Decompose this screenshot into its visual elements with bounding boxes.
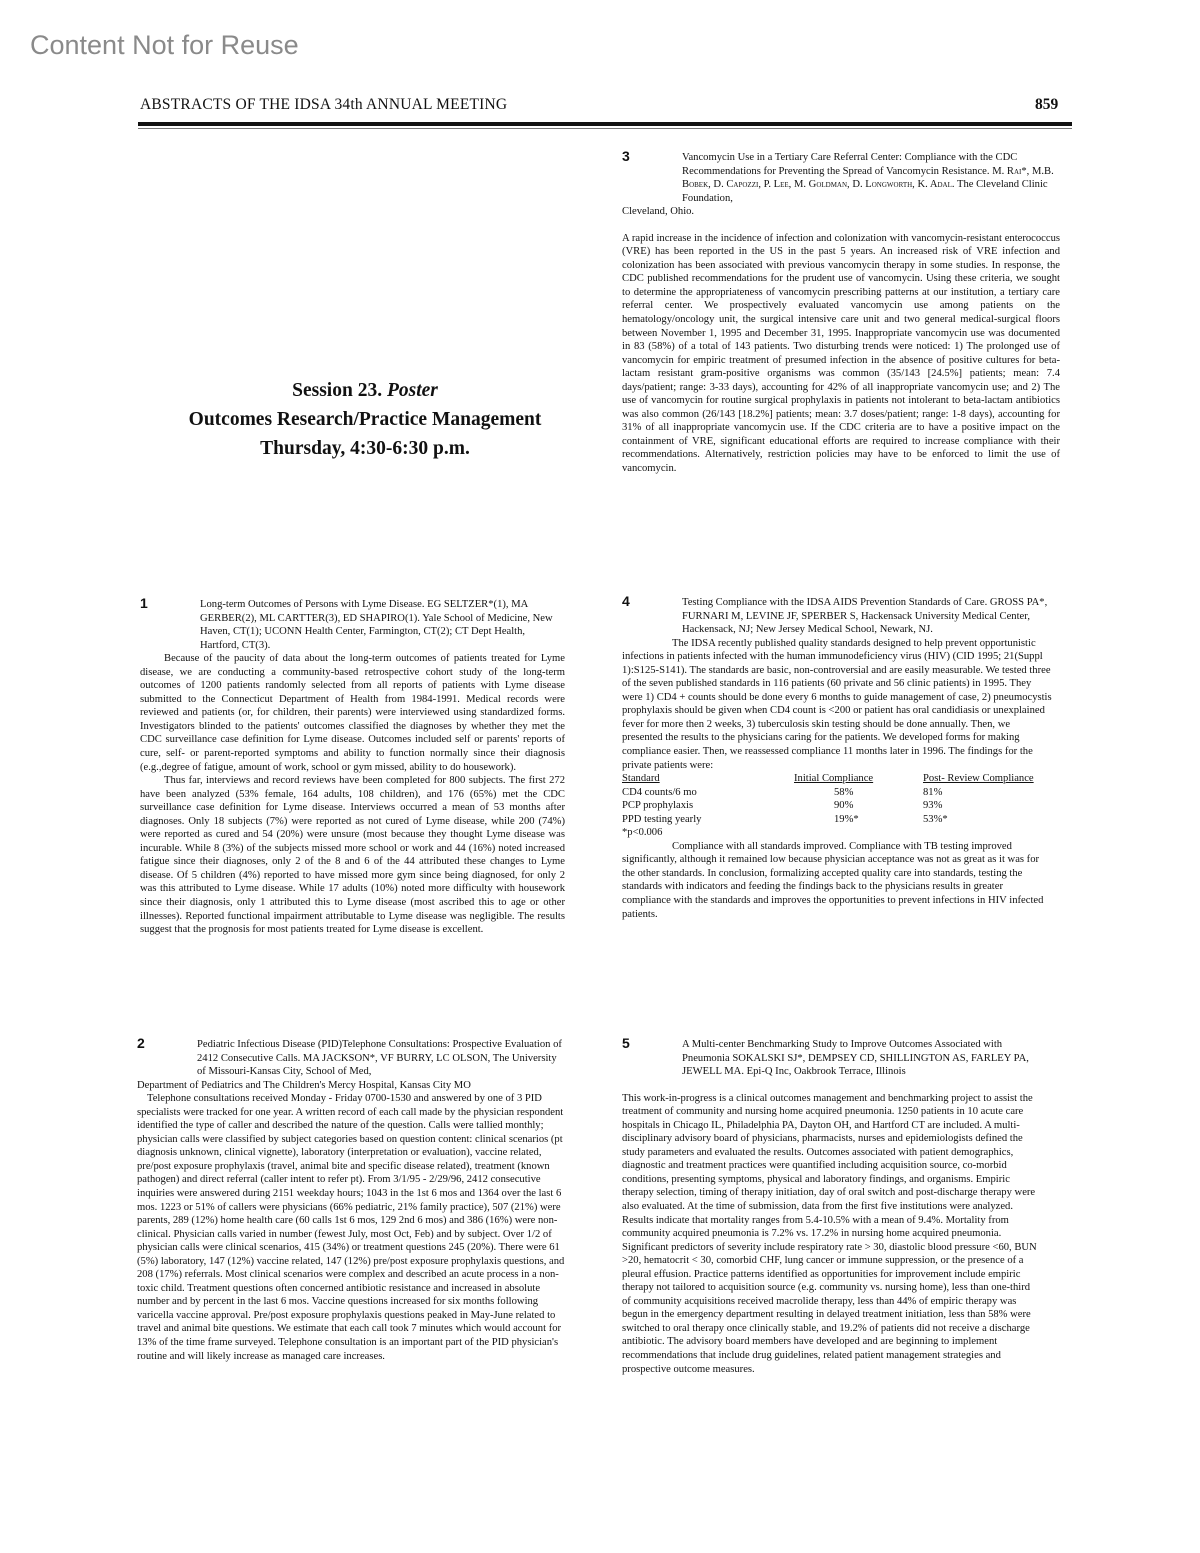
page-number: 859	[1035, 96, 1059, 113]
running-header: ABSTRACTS OF THE IDSA 34th ANNUAL MEETING	[140, 96, 508, 113]
abstract-2	[137, 1035, 565, 1363]
table-cell: 81%	[923, 786, 943, 798]
abstract-number: 5	[622, 1035, 630, 1051]
watermark: Content Not for Reuse	[30, 30, 299, 60]
abstract-title: Vancomycin Use in a Tertiary Care Referral Center: Compliance with the CDC Recommendations for Preventing the Spread of Vancomycin Resistance.	[682, 152, 1018, 177]
abstract-5	[622, 1035, 1037, 1376]
table-row	[622, 799, 1052, 813]
abstract-location: Cleveland, Ohio.	[622, 206, 695, 218]
abstract-paragraph: Compliance with all standards improved. Compliance with TB testing improved significantly, although it remained low because physician acceptance was not as great as it was for the other standards. In conclusion, formalizing accepted quality care into standards, testing the standards with indicators and feeding the findings back to the physicians results in greater compliance with the standards and improves the opportunities to prevent infections in HIV infected patients.	[622, 840, 1044, 920]
header-rule-thin	[138, 128, 1072, 129]
table-cell: PPD testing yearly	[622, 813, 702, 825]
abstract-heading	[682, 151, 1060, 205]
abstract-heading: Long-term Outcomes of Persons with Lyme Disease. EG SELTZER*(1), MA GERBER(2), ML CARTTER(3), ED SHAPIRO(1). Yale School of Medicine, New Haven, CT(1); UCONN Health Center, Farmington, CT(2); CT Dept Health, Hartford, CT(3).	[200, 599, 553, 651]
abstract-paragraph: This work-in-progress is a clinical outcomes management and benchmarking project to assist the treatment of community and nursing home acquired pneumonia. 1250 patients in 10 acute care hospitals in Chicago IL, Philadelphia PA, Dayton OH, and Hartford CT are included. A multi-disciplinary advisory board of physicians, pharmacists, nurses and epidemiologists defined the study parameters and evaluated the results. Outcomes associated with patient demographics, diagnostic and treatment practices were quantified including acquisition source, co-morbid conditions, presenting symptoms, physical and laboratory findings, and organisms. Empiric therapy selection, timing of therapy initiation, day of oral switch and post-discharge therapy were also evaluated. At the time of submission, data from the first five institutions were analyzed. Results indicate that mortality ranges from 5.4-10.5% with a mean of 9.4%. Mortality from community acquired pneumonia is 7.2% vs. 17.2% in nursing home acquired pneumonia. Significant predictors of severity include respiratory rate > 30, diastolic blood pressure <60, BUN >20, hematocrit < 30, comorbid CHF, lung cancer or immune suppression, or the presence of a pleural effusion. Practice patterns identified as opportunities for improvement include empiric therapy not tailored to acquisition source (e.g. community vs. nursing home), less than one-third of community acquisitions received macrolide therapy, less than 44% of empiric therapy was begun in the emergency department resulting in delayed treatment initiation, less than 58% were switched to oral therapy once clinically stable, and 19.2% of patients did not receive a discharge antibiotic. The advisory board members have developed and are beginning to implement recommendations that include drug guidelines, related patient management strategies and prospective outcome measures.	[622, 1092, 1037, 1375]
session-time: Thursday, 4:30-6:30 p.m.	[260, 438, 470, 459]
table-cell: 19%*	[834, 813, 859, 825]
abstract-heading: Testing Compliance with the IDSA AIDS Prevention Standards of Care. GROSS PA*, FURNARI M, LEVINE JF, SPERBER S, Hackensack University Medical Center, Hackensack, NJ; New Jersey Medical School, Newark, NJ.	[682, 597, 1048, 636]
table-cell: PCP prophylaxis	[622, 800, 694, 812]
table-cell: 90%	[834, 800, 854, 812]
abstract-number: 1	[140, 595, 148, 611]
abstract-number: 2	[137, 1035, 145, 1051]
table-footnote: *p<0.006	[622, 827, 663, 839]
header-rule	[138, 122, 1072, 126]
abstract-paragraph: Because of the paucity of data about the long-term outcomes of patients treated for Lyme disease, we are conducting a community-based retrospective cohort study of the long-term outcomes of 1200 patients randomly selected from all reports of patients with Lyme disease submitted to the Connecticut Department of Health from 1984-1991. Medical records were reviewed and patients (or, for children, their parents) were interviewed using standardized forms. Investigators blinded to the patients' outcomes classified the diagnoses by whether they met the CDC surveillance case definition for Lyme disease. Outcomes included self or parents' reports of cure, self- or parent-reported symptoms and ability to function normally since their diagnosis (e.g.,degree of fatigue, amount of work, school or gym missed, ability to do housework).	[140, 653, 565, 773]
abstract-paragraph: Telephone consultations received Monday - Friday 0700-1530 and answered by one of 3 PID specialists were tracked for one year. A written record of each call made by the physician respondent identified the type of caller and described the nature of the question. Calls were tallied monthly; physician calls were classified by subject categories based on question content: clinical scenarios (pt diagnosis unknown, clinical vignette), laboratory (interpretation or evaluation), vaccine related, pre/post exposure prophylaxis (travel, animal bite and specific disease related), treatment (known pathogen) and direct referral (caller intent to refer pt). From 3/1/95 - 2/29/96, 2412 consecutive inquiries were answered during 2151 weekday hours; 1043 in the 1st 6 mos and 1364 over the last 6 mos. 1223 or 51% of callers were physicians (66% pediatric, 21% family practice), 507 (21%) were parents, 289 (12%) home health care (60 calls 1st 6 mos, 129 2nd 6 mos) and 386 (16%) were non-clinical. Physician calls varied in number (fewest July, most Oct, Feb) and by subject. Over 1/2 of physician calls were clinical scenarios, 415 (34%) or treatment questions 245 (20%). There were 61 (5%) laboratory, 147 (12%) vaccine related, 147 (12%) pre/post exposure prophylaxis questions, and 208 (17%) referrals. Most clinical scenarios were complex and described an acute process in a non-toxic child. Treatment questions often concerned antibiotic resistance and increased in absolute number and by percent in the last 6 mos. Vaccine questions increased for six months following varicella vaccine approval. Pre/post exposure prophylaxis questions peaked in May-June related to travel and animal bite questions. We estimate that each call took 7 minutes which would account for 13% of the time frame surveyed. Telephone consultation is an important part of the PID physician's routine and will likely increase as managed care increases.	[137, 1093, 565, 1362]
session-title: Outcomes Research/Practice Management	[188, 409, 542, 430]
abstract-affiliation: Department of Pediatrics and The Children's Mercy Hospital, Kansas City MO	[137, 1079, 471, 1091]
compliance-table	[622, 772, 1052, 826]
table-cell: 93%	[923, 800, 943, 812]
abstract-affiliation: The Cleveland Clinic Foundation,	[682, 179, 1048, 204]
abstract-number: 4	[622, 593, 630, 609]
abstract-3	[622, 148, 1060, 476]
session-heading	[140, 376, 590, 463]
abstract-1	[140, 595, 565, 937]
column-header: Standard	[622, 773, 660, 785]
abstract-paragraph: Thus far, interviews and record reviews have been completed for 800 subjects. The first 272 have been analyzed (53% female, 164 adults, 108 children), and 176 (65%) met the CDC surveillance case definition for Lyme disease. Interviews occurred a mean of 53 months after diagnoses. Only 18 subjects (7%) were reported as not cured of Lyme disease, while 200 (74%) were reported as cured and 54 (20%) were unsure (most because they thought Lyme disease was incurable. While 8 (3%) of the subjects missed more school or work and 44 (16%) noted increased fatigue since their diagnoses, only 2 of the 8 and 6 of the 44 attributed these changes to Lyme disease. Of 5 children (4%) reported to have missed more gym since being diagnosed, for only 2 was this attributed to Lyme disease. While 17 adults (10%) noted more difficulty with housework since their diagnosis, only 1 attributed this to Lyme disease (most ascribed this to age or other illnesses). Reported functional impairment attributable to Lyme disease was negligible. The results suggest that the prognosis for most patients treated for Lyme disease is excellent.	[140, 775, 565, 936]
table-cell: CD4 counts/6 mo	[622, 786, 697, 798]
abstract-paragraph: A rapid increase in the incidence of infection and colonization with vancomycin-resistant enterococcus (VRE) has been reported in the US in the past 5 years. An increased risk of VRE infection and colonization has been associated with previous vancomycin therapy in some studies. In response, the CDC published recommendations for the prudent use of vancomycin. Using these criteria, we sought to determine the appropriateness of vancomycin prescribing patterns at our institution, a tertiary care referral center. We prospectively evaluated vancomycin use among patients on the hematology/oncology unit, the surgical intensive care unit and two general medical-surgical floors between November 1, 1995 and December 31, 1995. Inappropriate vancomycin use was documented in 83 (58%) of a total of 143 patients. Two disturbing trends were noticed: 1) The prolonged use of vancomycin for empiric treatment of presumed infection in the absence of positive cultures for beta-lactam resistant gram-positive organisms was common (35/143 [24.5%] patients; mean: 7.4 days/patient; range: 3-33 days), accounting for 42% of all inappropriate vancomycin use; and 2) The use of vancomycin for routine surgical prophylaxis in patients not intolerant to beta-lactam antibiotics was also common (26/143 [18.2%] patients; mean: 3.7 doses/patient; range: 1-8 days), accounting for 31% of all inappropriate vancomycin use. If the CDC criteria are to have a positive impact on the containment of VRE, significant educational efforts are required to increase compliance with their recommendations. Alternatively, restriction policies may have to be enforced to limit the use of vancomycin.	[622, 232, 1060, 475]
table-row	[622, 813, 1052, 827]
column-header: Initial Compliance	[794, 773, 874, 785]
abstract-4	[622, 593, 1052, 921]
table-cell: 53%*	[923, 813, 948, 825]
table-row	[622, 786, 1052, 800]
abstract-paragraph: The IDSA recently published quality standards designed to help prevent opportunistic infections in patients infected with the human immunodeficiency virus (HIV) (CID 1995; 21(Suppl 1):S125-S141). The standards are basic, non-controversial and are easily measurable. We tested three of the seven published standards in 116 patients (60 private and 56 clinic patients) in 1995. They were 1) CD4 + counts should be done every 6 months to guide management of case, 2) pneumocystis prophylaxis should be given when CD4 count is <200 or patient has oral candidiasis or unexplained fever for more then 2 weeks, 3) tuberculosis skin testing should be done annually. Then, we presented the results to the physicians caring for the patients. We developed forms for making compliance easier. Then, we reassessed compliance 11 months later in 1996. The findings for the private patients were:	[622, 637, 1052, 771]
abstract-authors: M. Rai*, M.B. Bobek, D. Capozzi, P. Lee, M. Goldman, D. Longworth, K. Adal.	[682, 165, 1054, 191]
session-number: Session 23.	[292, 380, 383, 401]
abstract-number: 3	[622, 148, 630, 164]
table-header-row	[622, 772, 1052, 786]
table-cell: 58%	[834, 786, 854, 798]
abstract-heading: Pediatric Infectious Disease (PID)Telephone Consultations: Prospective Evaluation of 2412 Consecutive Calls. MA JACKSON*, VF BURRY, LC OLSON, The University of Missouri-Kansas City, School of Med,	[197, 1039, 562, 1078]
session-type: Poster	[386, 380, 438, 401]
column-header: Post- Review Compliance	[923, 773, 1034, 785]
abstract-heading: A Multi-center Benchmarking Study to Improve Outcomes Associated with Pneumonia SOKALSKI SJ*, DEMPSEY CD, SHILLINGTON AS, FARLEY PA, JEWELL MA. Epi-Q Inc, Oakbrook Terrace, Illinois	[682, 1039, 1029, 1078]
